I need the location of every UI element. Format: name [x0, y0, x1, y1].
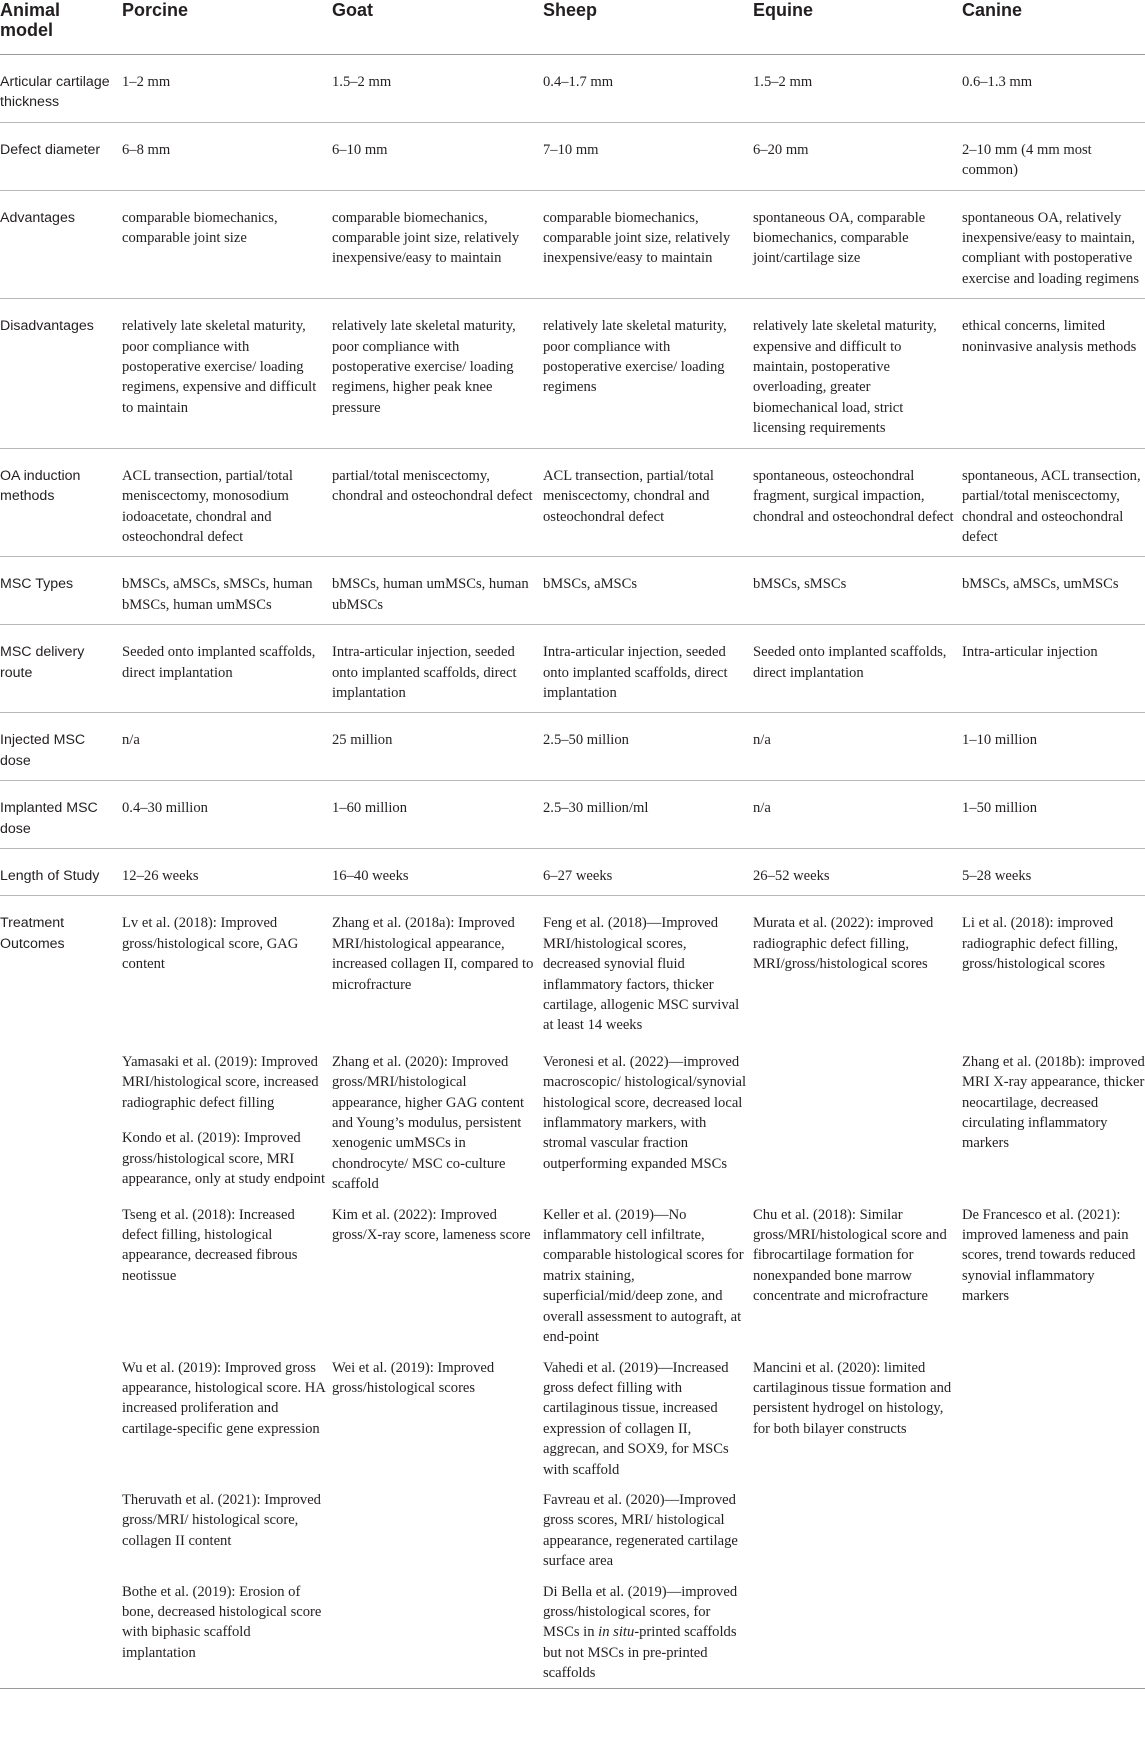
- cell-sheep: relatively late skeletal maturity, poor compliance with postoperative exercise/ loading regimens: [543, 318, 727, 396]
- cell-equine: [753, 1046, 962, 1199]
- cell-canine: 5–28 weeks: [962, 867, 1032, 884]
- cell-porcine: Yamasaki et al. (2019): Improved MRI/histological score, increased radiographic defect filling: [122, 1053, 319, 1111]
- cell-equine: spontaneous OA, comparable biomechanics, comparable joint/cartilage size: [753, 209, 926, 267]
- cell-equine: [753, 1576, 962, 1689]
- cell-sheep: bMSCs, aMSCs: [543, 576, 638, 593]
- row-treatment-outcomes: [0, 1576, 1145, 1689]
- header-sheep: Sheep: [543, 0, 598, 20]
- row-label: MSC delivery route: [0, 644, 85, 681]
- cell-canine: spontaneous OA, relatively inexpensive/easy to maintain, compliant with postoperative exercise and loading regimens: [962, 209, 1140, 287]
- cell-porcine: 0.4–30 million: [122, 800, 208, 817]
- cell-porcine: Seeded onto implanted scaffolds, direct implantation: [122, 644, 316, 681]
- row-disadvantages: [0, 299, 1145, 448]
- row-msc-delivery: [0, 625, 1145, 713]
- cell-canine: [962, 1484, 1145, 1576]
- cell-canine: ethical concerns, limited noninvasive analysis methods: [962, 318, 1137, 355]
- cell-porcine: Kondo et al. (2019): Improved gross/histological score, MRI appearance, only at study endpoint: [122, 1130, 326, 1188]
- cell-sheep: comparable biomechanics, comparable joint size, relatively inexpensive/easy to maintain: [543, 209, 731, 267]
- row-cartilage-thickness: [0, 55, 1145, 123]
- di-bella-text: Di Bella et al. (2019)—improved gross/histological scores, for MSCs in: [543, 1583, 738, 1641]
- cell-porcine: Lv et al. (2018): Improved gross/histological score, GAG content: [122, 915, 299, 973]
- cell-goat: 1–60 million: [332, 800, 407, 817]
- cell-equine: 6–20 mm: [753, 141, 809, 158]
- cell-sheep: Vahedi et al. (2019)—Increased gross defect filling with cartilaginous tissue, increased expression of collagen II, aggrecan, and SOX9, for MSCs with scaffold: [543, 1359, 729, 1478]
- cell-equine: 26–52 weeks: [753, 867, 830, 884]
- cell-sheep: Feng et al. (2018)—Improved MRI/histological scores, decreased synovial fluid inflammatory factors, thicker cartilage, allogenic MSC survival at least 14 weeks: [543, 915, 740, 1034]
- row-injected-dose: [0, 713, 1145, 781]
- cell-porcine: bMSCs, aMSCs, sMSCs, human bMSCs, human umMSCs: [122, 576, 313, 613]
- cell-sheep: 7–10 mm: [543, 141, 599, 158]
- cell-porcine: n/a: [122, 732, 140, 749]
- cell-equine: spontaneous, osteochondral fragment, surgical impaction, chondral and osteochondral defect: [753, 467, 954, 525]
- header-porcine: Porcine: [122, 0, 189, 20]
- cell-porcine: Wu et al. (2019): Improved gross appearance, histological score. HA increased proliferation and cartilage-specific gene expression: [122, 1359, 326, 1437]
- cell-goat: 1.5–2 mm: [332, 74, 392, 90]
- row-treatment-outcomes: [0, 1352, 1145, 1484]
- cell-canine: 2–10 mm (4 mm most common): [962, 141, 1092, 179]
- row-oa-induction: [0, 448, 1145, 557]
- cell-goat: bMSCs, human umMSCs, human ubMSCs: [332, 576, 529, 613]
- cell-porcine: 1–2 mm: [122, 74, 171, 90]
- cell-goat: Zhang et al. (2018a): Improved MRI/histological appearance, increased collagen II, compared to microfracture: [332, 915, 534, 993]
- row-label: Treatment Outcomes: [0, 915, 65, 952]
- cell-goat: comparable biomechanics, comparable joint size, relatively inexpensive/easy to maintain: [332, 209, 520, 267]
- row-label: Disadvantages: [0, 318, 94, 335]
- cell-equine: n/a: [753, 732, 771, 749]
- cell-sheep: Intra-articular injection, seeded onto implanted scaffolds, direct implantation: [543, 644, 728, 701]
- cell-porcine: Tseng et al. (2018): Increased defect filling, histological appearance, decreased fibrous neotissue: [122, 1206, 298, 1284]
- cell-porcine: Theruvath et al. (2021): Improved gross/MRI/ histological score, collagen II content: [122, 1491, 321, 1549]
- row-label: Advantages: [0, 209, 75, 226]
- cell-porcine: Bothe et al. (2019): Erosion of bone, decreased histological score with biphasic scaffold implantation: [122, 1583, 322, 1661]
- cell-canine: [962, 1576, 1145, 1689]
- cell-canine: Li et al. (2018): improved radiographic defect filling, gross/histological scores: [962, 915, 1119, 973]
- cell-goat: Wei et al. (2019): Improved gross/histological scores: [332, 1359, 495, 1396]
- cell-canine: 1–10 million: [962, 732, 1037, 749]
- cell-canine: 0.6–1.3 mm: [962, 74, 1033, 90]
- row-defect-diameter: [0, 122, 1145, 190]
- row-implanted-dose: [0, 781, 1145, 849]
- cell-goat: Kim et al. (2022): Improved gross/X-ray score, lameness score: [332, 1206, 531, 1244]
- row-label: OA induction methods: [0, 467, 81, 505]
- cell-equine: 1.5–2 mm: [753, 74, 813, 90]
- cell-sheep: 6–27 weeks: [543, 867, 613, 884]
- cell-sheep: Veronesi et al. (2022)—improved macroscopic/ histological/synovial histological score, decreased local inflammatory markers, with stromal vascular fraction outperforming expanded MSCs: [543, 1053, 747, 1172]
- di-bella-italic: in situ: [598, 1624, 635, 1641]
- row-treatment-outcomes: [0, 1199, 1145, 1352]
- cell-porcine: 6–8 mm: [122, 141, 171, 158]
- header-row: [0, 0, 1145, 55]
- row-label: Articular cartilage thickness: [0, 74, 110, 111]
- cell-equine: Chu et al. (2018): Similar gross/MRI/histological score and fibrocartilage formation for nonexpanded bone marrow concentrate and microfracture: [753, 1206, 947, 1305]
- row-treatment-outcomes: [0, 1484, 1145, 1576]
- row-label: Length of Study: [0, 867, 100, 884]
- cell-goat: 6–10 mm: [332, 141, 388, 158]
- cell-porcine: ACL transection, partial/total meniscectomy, monosodium iodoacetate, chondral and osteochondral defect: [122, 467, 293, 545]
- cell-equine: [753, 1484, 962, 1576]
- cell-canine: Intra-articular injection: [962, 644, 1098, 661]
- cell-canine: [962, 1352, 1145, 1484]
- cell-goat: relatively late skeletal maturity, poor compliance with postoperative exercise/ loading regimens, higher peak knee pressure: [332, 318, 516, 416]
- cell-canine: spontaneous, ACL transection, partial/total meniscectomy, chondral and osteochondral defect: [962, 467, 1141, 545]
- row-label: Implanted MSC dose: [0, 800, 98, 837]
- cell-sheep: ACL transection, partial/total meniscectomy, chondral and osteochondral defect: [543, 467, 714, 525]
- cell-goat: Intra-articular injection, seeded onto implanted scaffolds, direct implantation: [332, 644, 517, 701]
- cell-goat: Zhang et al. (2020): Improved gross/MRI/histological appearance, higher GAG content and Young’s modulus, persistent xenogenic umMSCs in chondrocyte/ MSC co-culture scaffold: [332, 1053, 525, 1193]
- cell-equine: n/a: [753, 800, 771, 817]
- cell-canine: 1–50 million: [962, 800, 1037, 817]
- cell-porcine: 12–26 weeks: [122, 867, 199, 884]
- row-length-of-study: [0, 848, 1145, 895]
- cell-goat: 16–40 weeks: [332, 867, 409, 884]
- row-label: MSC Types: [0, 576, 74, 593]
- cell-equine: Murata et al. (2022): improved radiographic defect filling, MRI/gross/histological scores: [753, 915, 934, 973]
- cell-goat: [332, 1576, 543, 1689]
- cell-goat: [332, 1484, 543, 1576]
- cell-goat: partial/total meniscectomy, chondral and osteochondral defect: [332, 467, 533, 505]
- cell-equine: relatively late skeletal maturity, expensive and difficult to maintain, postoperative overloading, greater biomechanical load, strict licensing requirements: [753, 318, 937, 437]
- cell-canine: Zhang et al. (2018b): improved MRI X-ray appearance, thicker neocartilage, decreased circulating inflammatory markers: [962, 1053, 1145, 1152]
- row-treatment-outcomes: [0, 1046, 1145, 1122]
- cell-porcine: comparable biomechanics, comparable joint size: [122, 209, 278, 247]
- header-goat: Goat: [332, 0, 374, 20]
- row-label: Injected MSC dose: [0, 732, 86, 769]
- di-bella-text-end: -printed scaffolds but not MSCs in pre-printed scaffolds: [543, 1624, 737, 1682]
- cell-sheep: Keller et al. (2019)—No inflammatory cell infiltrate, comparable histological scores for matrix staining, superficial/mid/deep zone, and overall assessment to autograft, at end-point: [543, 1206, 744, 1346]
- cell-equine: Seeded onto implanted scaffolds, direct implantation: [753, 644, 947, 681]
- header-equine: Equine: [753, 0, 814, 20]
- row-msc-types: [0, 557, 1145, 625]
- cell-equine: bMSCs, sMSCs: [753, 576, 847, 593]
- cell-sheep: Favreau et al. (2020)—Improved gross scores, MRI/ histological appearance, regenerated cartilage surface area: [543, 1491, 738, 1570]
- cell-equine: Mancini et al. (2020): limited cartilaginous tissue formation and persistent hydrogel on histology, for both bilayer constructs: [753, 1359, 952, 1437]
- header-animal-model: Animal model: [0, 0, 61, 40]
- cell-sheep: [543, 1576, 753, 1689]
- cell-sheep: 2.5–50 million: [543, 732, 629, 749]
- cell-canine: bMSCs, aMSCs, umMSCs: [962, 576, 1119, 593]
- row-advantages: [0, 190, 1145, 299]
- cell-goat: 25 million: [332, 732, 393, 749]
- header-canine: Canine: [962, 0, 1023, 20]
- cell-sheep: 0.4–1.7 mm: [543, 74, 614, 90]
- cell-porcine: relatively late skeletal maturity, poor compliance with postoperative exercise/ loading regimens, expensive and difficult to maintain: [122, 318, 317, 416]
- row-label: Defect diameter: [0, 141, 101, 158]
- row-treatment-outcomes: [0, 896, 1145, 1046]
- cell-sheep: 2.5–30 million/ml: [543, 800, 649, 817]
- cell-canine: De Francesco et al. (2021): improved lameness and pain scores, trend towards reduced synovial inflammatory markers: [962, 1206, 1136, 1305]
